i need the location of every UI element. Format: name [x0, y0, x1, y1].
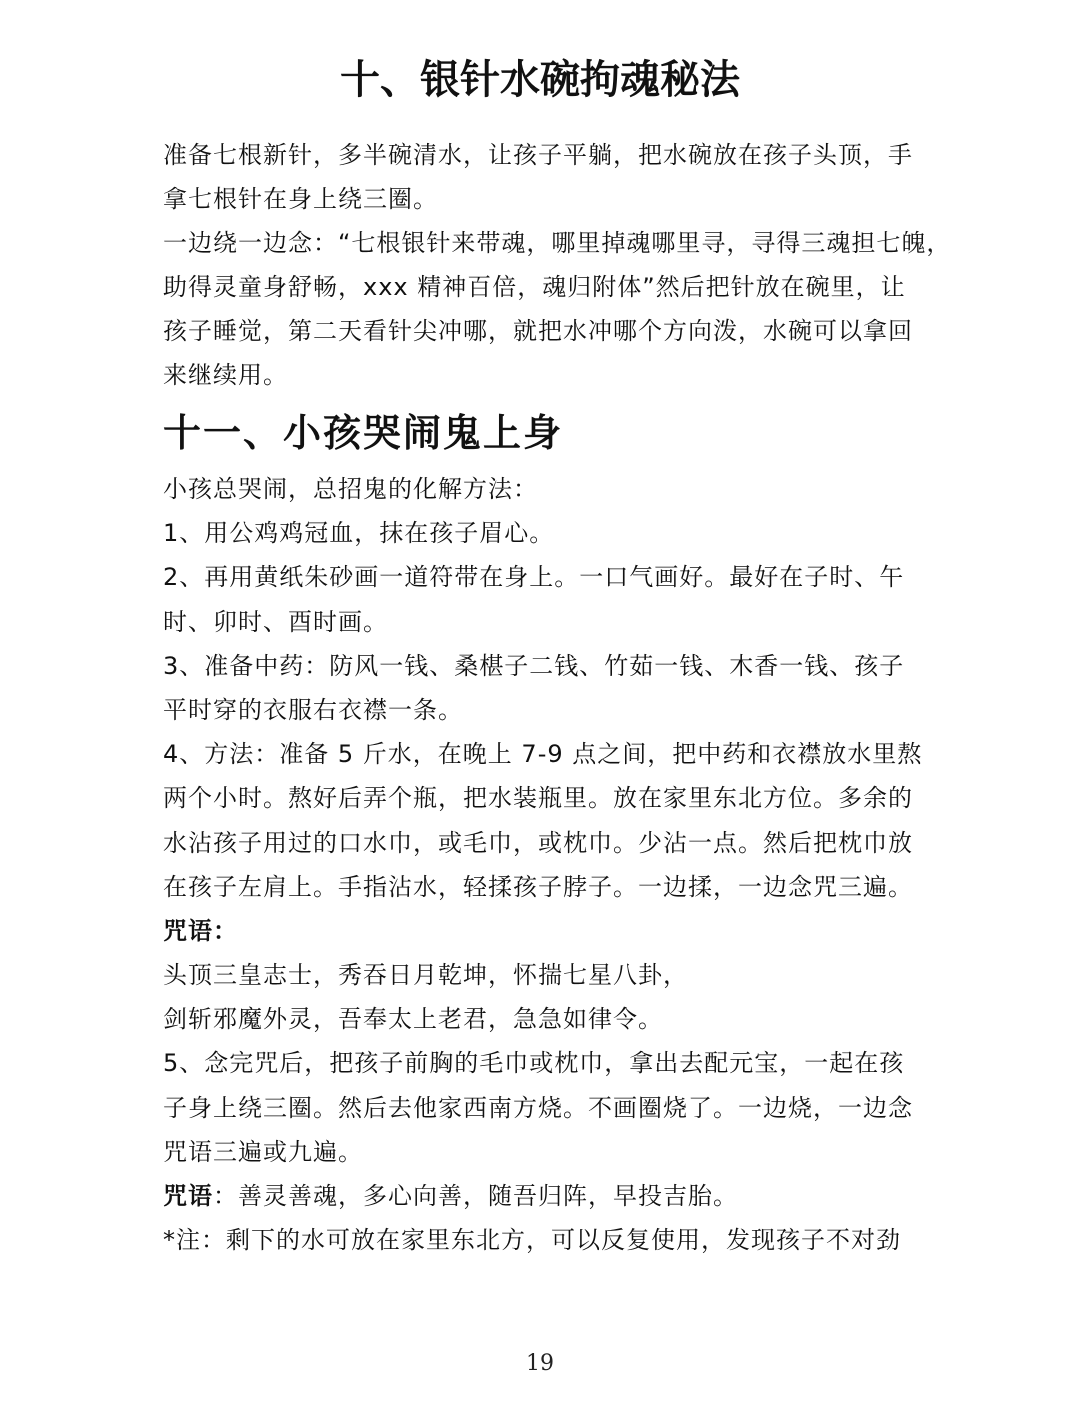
paragraph-line: 两个小时。熬好后弄个瓶，把水装瓶里。放在家里东北方位。多余的 [163, 784, 913, 813]
paragraph-line: 时、卯时、酉时画。 [163, 607, 388, 636]
paragraph-line: 1、用公鸡鸡冠血，抹在孩子眉心。 [163, 519, 555, 548]
paragraph-line: 来继续用。 [163, 361, 288, 389]
page-number: 19 [526, 1351, 554, 1376]
section-title: 十、银针水碗拘魂秘法 [340, 57, 740, 103]
paragraph-line: 平时穿的衣服右衣襟一条。 [163, 695, 463, 724]
paragraph-line: 子身上绕三圈。然后去他家西南方烧。不画圈烧了。一边烧，一边念 [163, 1093, 913, 1122]
paragraph-line: 水沾孩子用过的口水巾，或毛巾，或枕巾。少沾一点。然后把枕巾放 [163, 828, 913, 857]
paragraph-line: 4、方法：准备 5 斤水，在晚上 7-9 点之间，把中药和衣襟放水里熬 [163, 740, 923, 769]
paragraph-line: 拿七根针在身上绕三圈。 [163, 185, 438, 213]
spell-line: 头顶三皇志士，秀吞日月乾坤，怀揣七星八卦， [163, 961, 688, 990]
paragraph-line: 在孩子左肩上。手指沾水，轻揉孩子脖子。一边揉，一边念咒三遍。 [163, 872, 913, 901]
section2-body [163, 467, 943, 1262]
paragraph-line: 2、再用黄纸朱砂画一道符带在身上。一口气画好。最好在子时、午 [163, 563, 905, 592]
paragraph-line: 孩子睡觉，第二天看针尖冲哪，就把水冲哪个方向泼，水碗可以拿回 [163, 317, 913, 345]
spell2-label: 咒语 [163, 1182, 213, 1210]
spell2-line [163, 1174, 943, 1218]
paragraph-line: 5、念完咒后，把孩子前胸的毛巾或枕巾，拿出去配元宝，一起在孩 [163, 1049, 905, 1078]
paragraph-line: 3、准备中药：防风一钱、桑椹子二钱、竹茹一钱、木香一钱、孩子 [163, 651, 905, 680]
spell-line: 剑斩邪魔外灵，吾奉太上老君，急急如律令。 [163, 1005, 663, 1034]
paragraph-line: 一边绕一边念：“七根银针来带魂，哪里掉魂哪里寻，寻得三魂担七魄， [163, 229, 952, 257]
note-line: *注：剩下的水可放在家里东北方，可以反复使用，发现孩子不对劲 [163, 1226, 901, 1255]
section1-body [163, 133, 952, 397]
spell2-text: ：善灵善魂，多心向善，随吾归阵，早投吉胎。 [213, 1182, 738, 1210]
paragraph-line: 咒语三遍或九遍。 [163, 1137, 363, 1166]
spell-label: 咒语： [163, 916, 238, 945]
intro-line: 小孩总哭闹，总招鬼的化解方法： [163, 475, 538, 503]
paragraph-line: 准备七根新针，多半碗清水，让孩子平躺，把水碗放在孩子头顶，手 [163, 141, 913, 169]
paragraph-line: 助得灵童身舒畅，xxx 精神百倍，魂归附体”然后把针放在碗里，让 [163, 273, 906, 301]
section2-heading: 十一、小孩哭闹鬼上身 [163, 411, 564, 455]
